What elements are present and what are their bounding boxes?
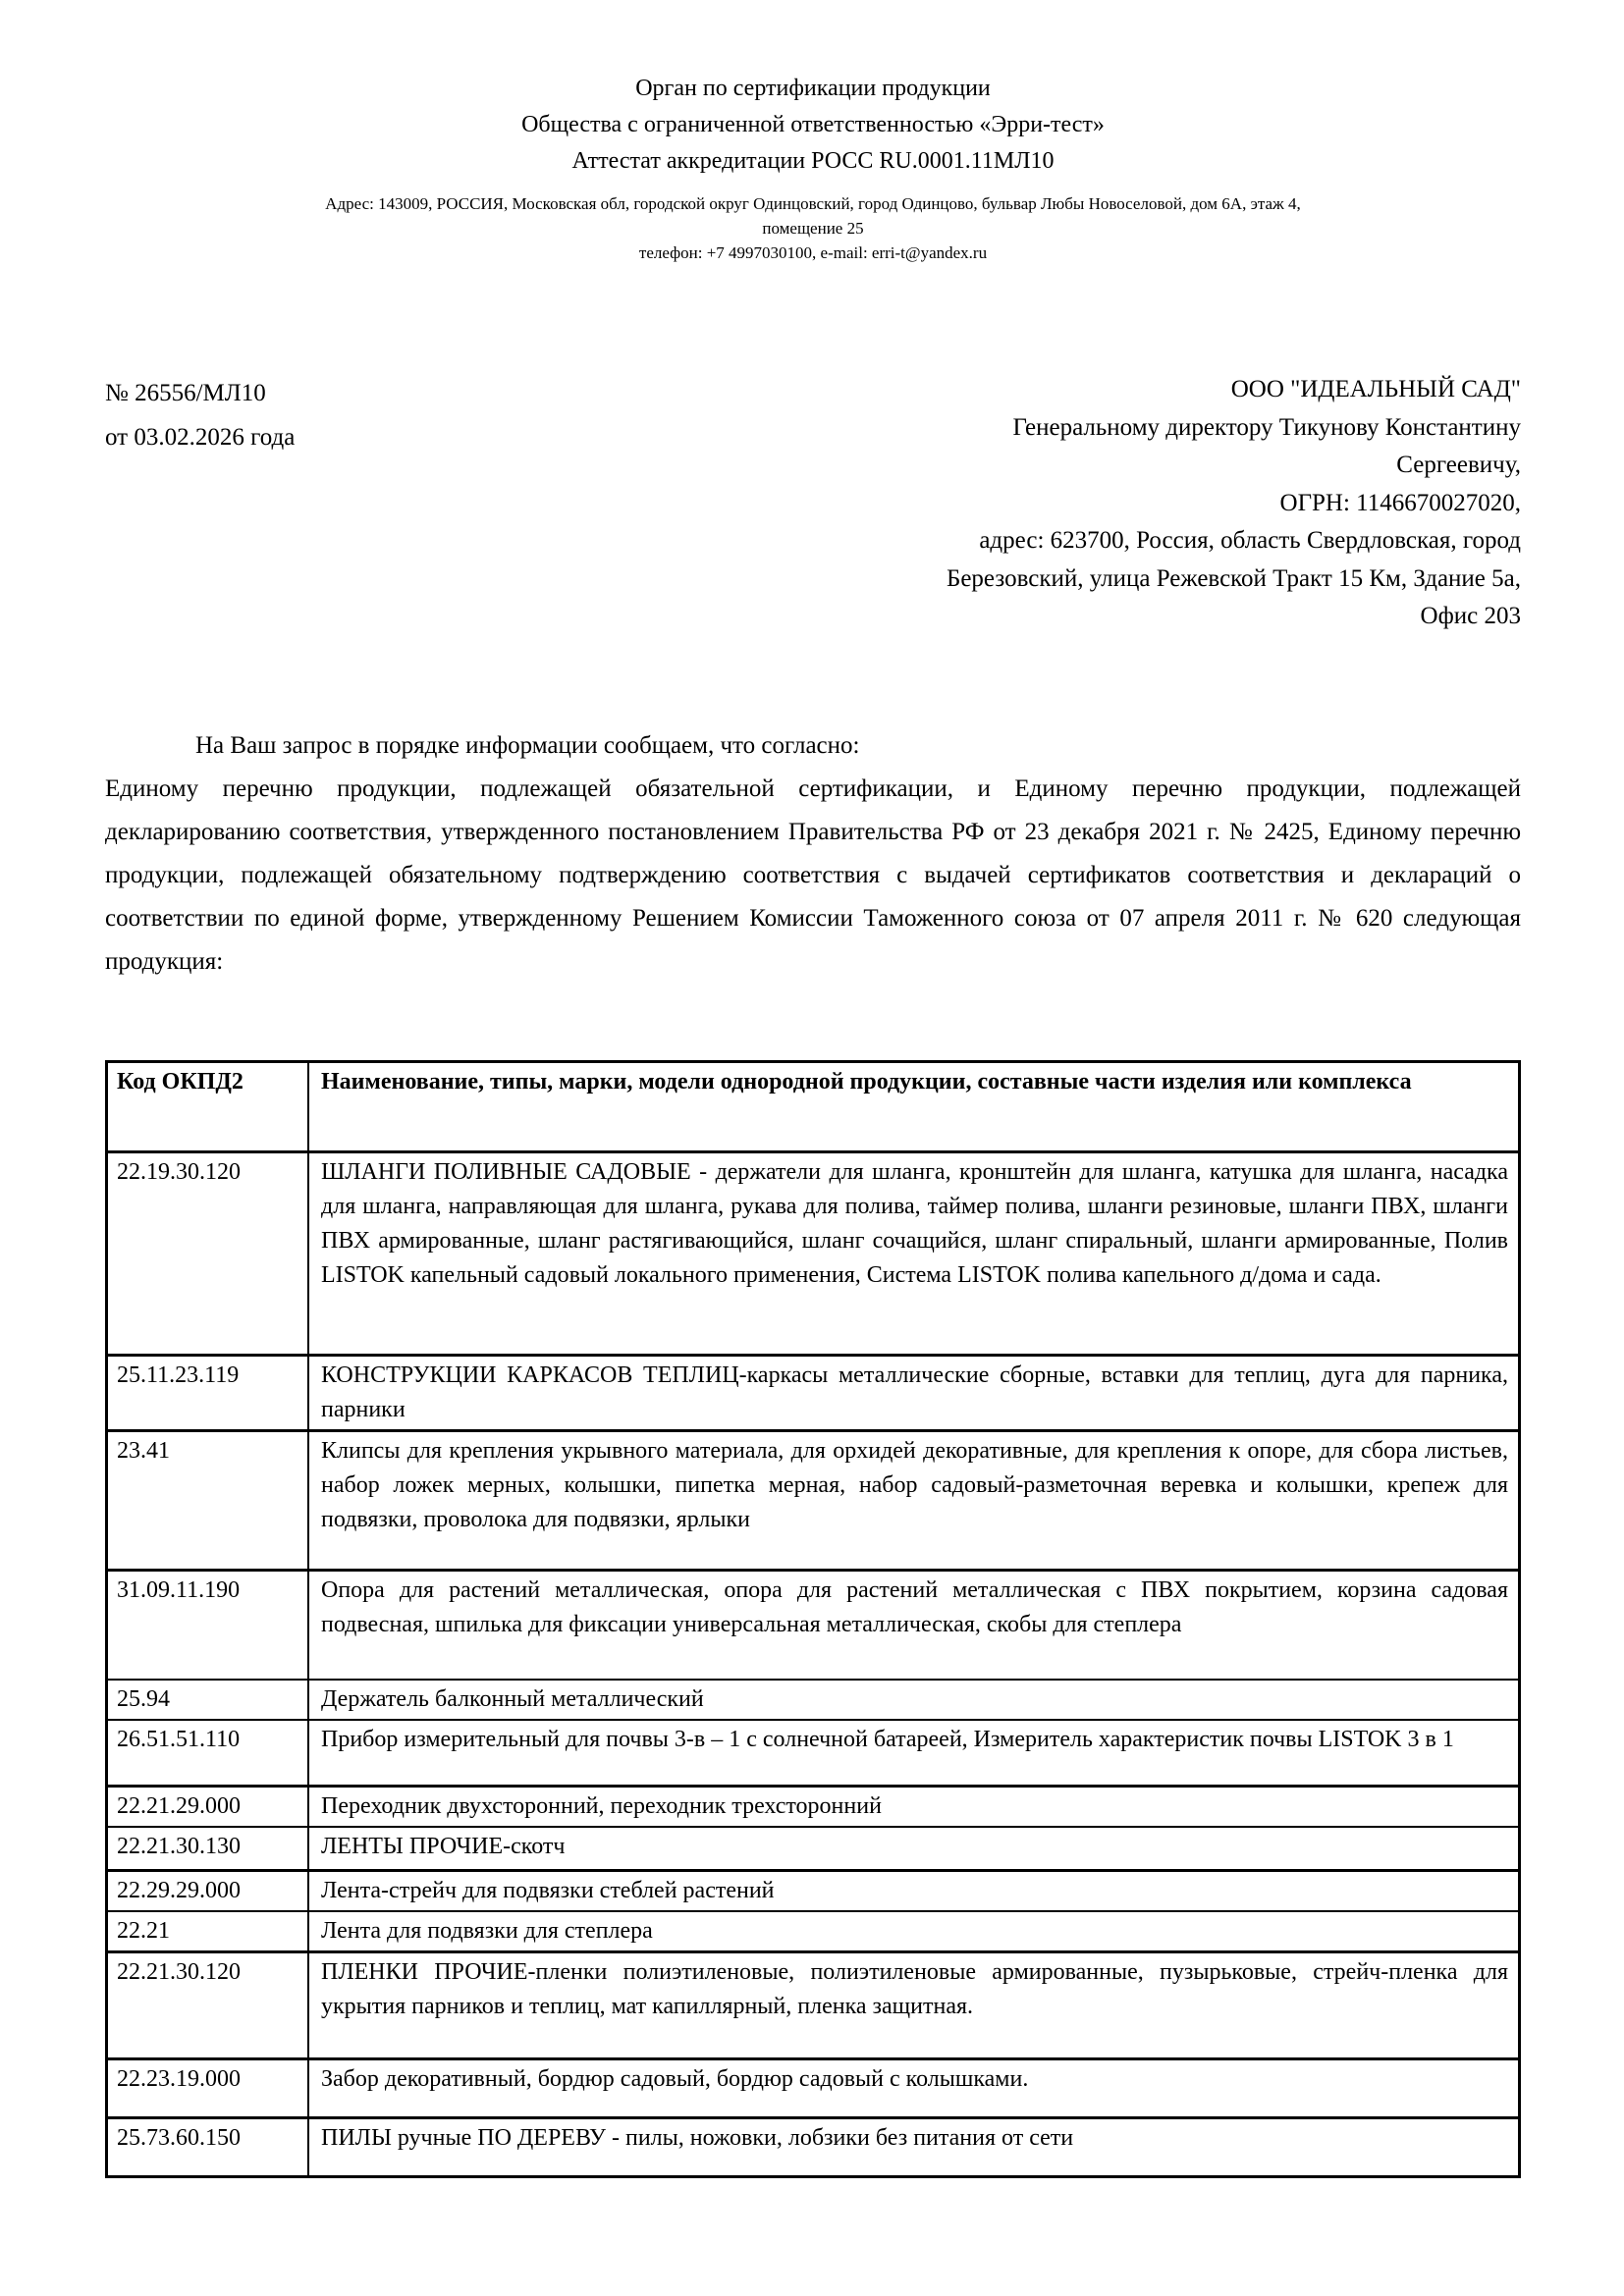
table-row [108, 1826, 1518, 1869]
row-code: 25.94 [108, 1681, 309, 1719]
row-name: КОНСТРУКЦИИ КАРКАСОВ ТЕПЛИЦ-каркасы металлические сборные, вставки для теплиц, дуга для парника, парники [321, 1362, 1508, 1422]
table-row [108, 1950, 1518, 2057]
row-code: 26.51.51.110 [108, 1721, 309, 1785]
table-row [108, 1719, 1518, 1785]
addressee-ogrn: ОГРН: 1146670027020, [1279, 489, 1521, 516]
table-row [108, 1785, 1518, 1826]
table-row [108, 1569, 1518, 1679]
row-name: Забор декоративный, бордюр садовый, бордюр садовый с колышками. [321, 2066, 1029, 2092]
row-name: Прибор измерительный для почвы 3-в – 1 с солнечной батареей, Измеритель характеристик почвы LISTOK 3 в 1 [321, 1727, 1454, 1752]
row-code: 25.11.23.119 [108, 1357, 309, 1429]
table-row [108, 1354, 1518, 1429]
row-code: 22.21.29.000 [108, 1788, 309, 1826]
letterhead-org-line2: Общества с ограниченной ответственностью «Эрри-тест» [521, 112, 1105, 137]
row-name: ПИЛЫ ручные ПО ДЕРЕВУ - пилы, ножовки, лобзики без питания от сети [321, 2125, 1074, 2151]
table-row [108, 1429, 1518, 1569]
row-name: ПЛЕНКИ ПРОЧИЕ-пленки полиэтиленовые, полиэтиленовые армированные, пузырьковые, стрейч-пленка для укрытия парников и теплиц, мат капиллярный, пленка защитная. [321, 1959, 1508, 2019]
table-row [108, 1869, 1518, 1910]
letterhead-address-line2: помещение 25 [762, 219, 864, 238]
row-code: 22.21 [108, 1912, 309, 1950]
row-code: 25.73.60.150 [108, 2119, 309, 2175]
addressee-director-line2: Сергеевичу, [1396, 452, 1521, 478]
table-row [108, 1910, 1518, 1950]
row-name: Переходник двухсторонний, переходник трехсторонний [321, 1793, 882, 1819]
row-name: Лента для подвязки для степлера [321, 1918, 653, 1944]
row-code: 22.23.19.000 [108, 2060, 309, 2116]
table-row [108, 1679, 1518, 1719]
row-name: Лента-стрейч для подвязки стеблей растений [321, 1878, 775, 1903]
reference-addressee-row [105, 371, 1521, 636]
body-intro: На Ваш запрос в порядке информации сообщаем, что согласно: [195, 732, 860, 759]
body-paragraph: Единому перечню продукции, подлежащей обязательной сертификации, и Единому перечню продукции, подлежащей декларированию соответствия, утвержденного постановлением Правительства РФ от 23 декабря 2021 г. № 2425, Единому перечню продукции, подлежащей обязательному подтверждению соответствия с выдачей сертификатов соответствия и деклараций о соответствии по единой форме, утвержденному Решением Комиссии Таможенного союза от 07 апреля 2011 г. № 620 следующая продукция: [105, 775, 1521, 975]
table-header-row [108, 1063, 1518, 1150]
row-name: Держатель балконный металлический [321, 1686, 704, 1712]
row-code: 22.19.30.120 [108, 1153, 309, 1354]
row-name: Опора для растений металлическая, опора для растений металлическая с ПВХ покрытием, корзина садовая подвесная, шпилька для фиксации универсальная металлическая, скобы для степлера [321, 1577, 1508, 1637]
table-row [108, 2057, 1518, 2116]
row-code: 23.41 [108, 1432, 309, 1569]
row-name: ЛЕНТЫ ПРОЧИЕ-скотч [321, 1834, 566, 1859]
letterhead [105, 71, 1521, 265]
addressee-director-line1: Генеральному директору Тикунову Константину [1012, 413, 1521, 441]
addressee-company: ООО "ИДЕАЛЬНЫЙ САД" [1230, 376, 1521, 402]
table-row [108, 1150, 1518, 1354]
row-name: ШЛАНГИ ПОЛИВНЫЕ САДОВЫЕ - держатели для шланга, кронштейн для шланга, катушка для шланга, насадка для шланга, направляющая для шланга, рукава для полива, таймер полива, шланги резиновые, шланги ПВХ, шланги ПВХ армированные, шланг растягивающийся, шланг сочащийся, шланг спиральный, шланги армированные, Полив LISTOK капельный садовый локального применения, Система LISTOK полива капельного д/дома и сада. [321, 1159, 1508, 1288]
letter-body [105, 724, 1521, 984]
addressee-address-line1: адрес: 623700, Россия, область Свердловская, город [979, 527, 1521, 554]
addressee-office: Офис 203 [1420, 603, 1521, 629]
table-header-name: Наименование, типы, марки, модели однородной продукции, составные части изделия или комплекса [321, 1069, 1412, 1095]
addressee-block [883, 371, 1521, 636]
row-code: 22.29.29.000 [108, 1872, 309, 1910]
row-code: 31.09.11.190 [108, 1572, 309, 1679]
row-name: Клипсы для крепления укрывного материала, для орхидей декоративные, для крепления к опоре, для сбора листьев, набор ложек мерных, колышки, пипетка мерная, набор садовый-разметочная веревка и колышки, крепеж для подвязки, проволока для подвязки, ярлыки [321, 1438, 1508, 1532]
row-code: 22.21.30.120 [108, 1953, 309, 2057]
products-table [105, 1060, 1521, 2178]
reference-block [105, 371, 295, 459]
letter-number: № 26556/МЛ10 [105, 380, 266, 406]
letter-date: от 03.02.2026 года [105, 424, 296, 451]
table-row [108, 2116, 1518, 2175]
table-header-code: Код ОКПД2 [108, 1063, 309, 1150]
letterhead-address-line1: Адрес: 143009, РОССИЯ, Московская обл, городской округ Одинцовский, город Одинцово, бульвар Любы Новоселовой, дом 6А, этаж 4, [325, 194, 1301, 213]
letterhead-contacts: телефон: +7 4997030100, e-mail: erri-t@yandex.ru [638, 243, 988, 262]
addressee-address-line2: Березовский, улица Режевской Тракт 15 Км, Здание 5а, [946, 564, 1521, 592]
letterhead-org-line1: Орган по сертификации продукции [635, 76, 991, 101]
row-code: 22.21.30.130 [108, 1828, 309, 1869]
letterhead-accreditation: Аттестат аккредитации РОСС RU.0001.11МЛ10 [571, 148, 1055, 174]
